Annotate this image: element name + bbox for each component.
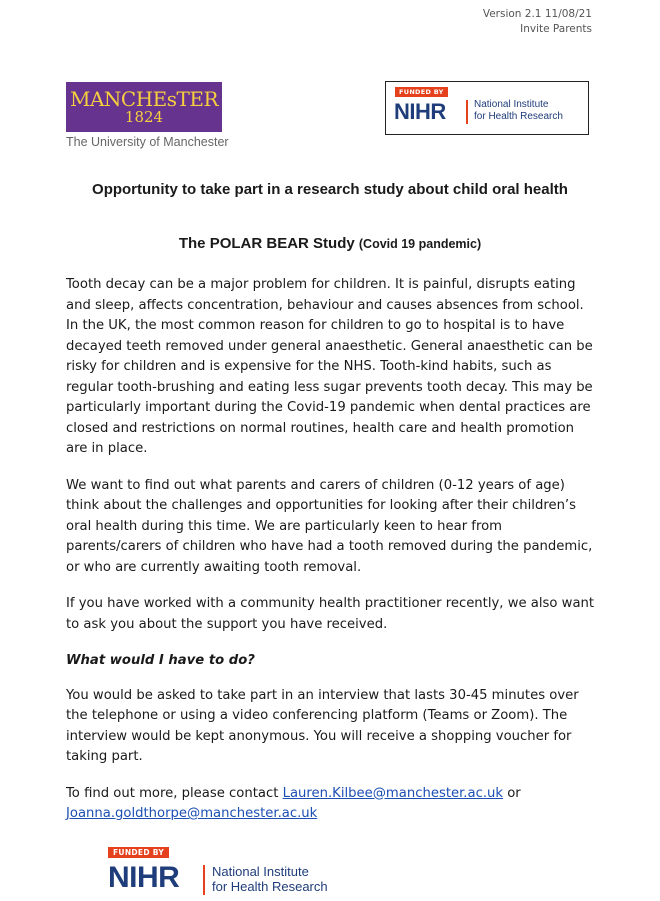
paragraph-contact: [66, 784, 596, 825]
uom-crest-box: [66, 82, 222, 132]
nihr-logo-bottom: [108, 845, 348, 897]
nihr-line1-bottom: National Institute: [212, 864, 309, 879]
nihr-logo-top: [385, 81, 589, 135]
nihr-divider: [466, 100, 468, 124]
uom-subtitle: The University of Manchester: [66, 135, 229, 149]
funded-by-tag: FUNDED BY: [395, 87, 448, 97]
document-type: Invite Parents: [520, 23, 592, 35]
uom-name: MANCHEsTER: [69, 87, 219, 111]
nihr-wordmark-bottom: NIHR: [108, 861, 180, 894]
version-info: [483, 7, 592, 37]
document-body: [66, 275, 596, 841]
nihr-wordmark: NIHR: [394, 99, 446, 124]
nihr-divider-bottom: [203, 865, 205, 895]
email-link-lauren[interactable]: Lauren.Kilbee@manchester.ac.uk: [282, 785, 504, 801]
uom-year: 1824: [124, 108, 164, 126]
nihr-line2: for Health Research: [474, 111, 563, 122]
university-of-manchester-logo: [66, 82, 229, 149]
study-subtitle: [66, 235, 594, 252]
email-link-joanna[interactable]: Joanna.goldthorpe@manchester.ac.uk: [66, 806, 318, 821]
version-label: Version 2.1 11/08/21: [482, 8, 592, 20]
study-name: The POLAR BEAR Study: [178, 235, 355, 252]
contact-intro: To find out more, please contact: [66, 785, 279, 801]
funded-by-tag-bottom: FUNDED BY: [108, 847, 169, 858]
nihr-fullname: [474, 99, 563, 123]
nihr-line1: National Institute: [474, 99, 549, 110]
paragraph-practitioner: If you have worked with a community health practitioner recently, we also want to ask you about the support you have received.: [66, 596, 595, 632]
page-title: Opportunity to take part in a research study about child oral health: [92, 181, 568, 198]
nihr-line2-bottom: for Health Research: [212, 879, 328, 894]
study-note: (Covid 19 pandemic): [358, 237, 482, 251]
nihr-fullname-bottom: [212, 864, 328, 894]
section-heading: What would I have to do?: [66, 653, 255, 668]
paragraph-intro: Tooth decay can be a major problem for children. It is painful, disrupts eating and sleep, affects concentration, behaviour and causes absences from school. In the UK, the most common reason for children to go to hospital is to have decayed teeth removed under general anaesthetic. General anaesthetic can be risky for children and is expensive for the NHS. Tooth-kind habits, such as regular tooth-brushing and eating less sugar prevents tooth decay. This may be particularly important during the Covid-19 pandemic when dental practices are closed and restrictions on normal routines, health care and health promotion are in place.: [66, 277, 593, 456]
contact-or: or: [507, 785, 521, 801]
paragraph-aim: We want to find out what parents and carers of children (0-12 years of age) think about the challenges and opportunities for looking after their children’s oral health during this time. We are particularly keen to hear from parents/carers of children who have had a tooth removed during the pandemic, or who are currently awaiting tooth removal.: [66, 477, 593, 575]
paragraph-interview: You would be asked to take part in an interview that lasts 30-45 minutes over the telephone or using a video conferencing platform (Teams or Zoom). The interview would be kept anonymous. You will receive a shopping voucher for taking part.: [66, 687, 579, 764]
